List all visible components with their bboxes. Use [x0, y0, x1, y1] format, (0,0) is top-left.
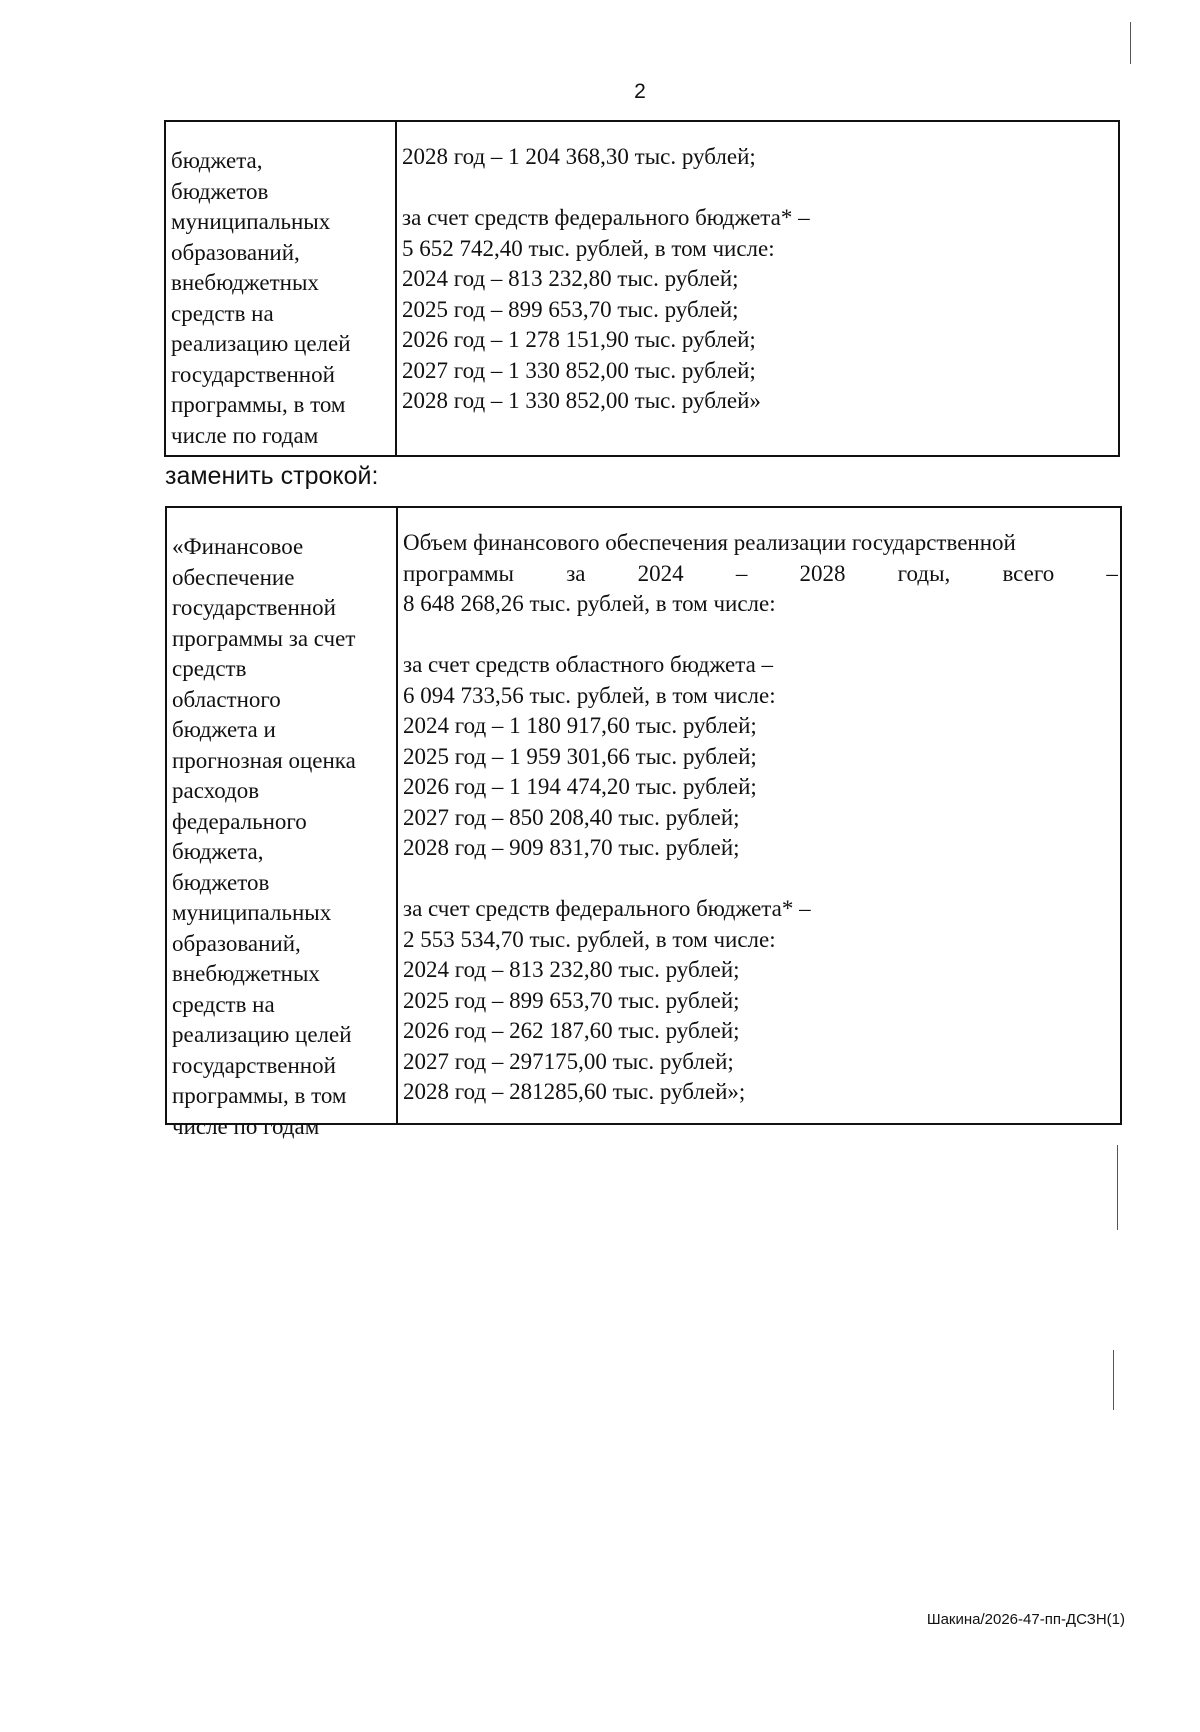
table-bottom-justified-line: [403, 559, 1120, 590]
table-bottom-value-line: 2026 год – 262 187,60 тыс. рублей;: [403, 1018, 740, 1043]
table-top-label-line: государственной: [171, 361, 335, 387]
table-top-label-line: средств на: [171, 300, 274, 326]
table-top-label-line: программы, в том: [171, 392, 346, 417]
justified-word: 2028: [799, 560, 846, 586]
table-top-label-line: числе по годам: [171, 422, 319, 448]
table-bottom-value-line: 2027 год – 850 208,40 тыс. рублей;: [403, 804, 740, 830]
table-top-value-cell: [397, 122, 1118, 455]
table-top-label-line: муниципальных: [171, 209, 331, 234]
table-bottom-label-line: бюджета и: [172, 717, 276, 742]
table-bottom-label-line: средств: [172, 656, 247, 681]
table-bottom-label-line: средств на: [172, 991, 275, 1017]
justified-word: –: [735, 560, 748, 586]
table-bottom-value-line: 2027 год – 297175,00 тыс. рублей;: [403, 1048, 734, 1074]
scan-artifact-line: [1113, 1350, 1114, 1410]
table-bottom-label-cell: [167, 508, 398, 1139]
table-top-value-line: 2027 год – 1 330 852,00 тыс. рублей;: [402, 357, 756, 383]
justified-word: 2024: [637, 560, 684, 586]
table-bottom-value-line: 2024 год – 813 232,80 тыс. рублей;: [403, 957, 740, 982]
table-bottom-label-line: «Финансовое: [172, 534, 304, 559]
replace-instruction: заменить строкой:: [165, 462, 379, 490]
table-bottom-blank-line: [403, 620, 1120, 651]
table-top-blank-line: [402, 173, 1118, 204]
table-top-value-line: 2026 год – 1 278 151,90 тыс. рублей;: [402, 327, 756, 352]
table-top-value-line: 2024 год – 813 232,80 тыс. рублей;: [402, 266, 739, 291]
scan-artifact-line: [1117, 1145, 1118, 1230]
table-bottom-label-line: бюджета,: [172, 839, 264, 864]
table-top-value-line: за счет средств федерального бюджета* –: [402, 205, 810, 230]
justified-word: за: [566, 560, 586, 586]
table-bottom-label-line: государственной: [172, 1052, 336, 1078]
table-top-label-line: бюджетов: [171, 178, 269, 204]
table-top-value-line: 2028 год – 1 204 368,30 тыс. рублей;: [402, 144, 756, 169]
table-bottom-value-line: за счет средств областного бюджета –: [403, 652, 774, 677]
table-bottom-value-line: 8 648 268,26 тыс. рублей, в том числе:: [403, 591, 776, 616]
table-bottom-value-line: 6 094 733,56 тыс. рублей, в том числе:: [403, 682, 776, 708]
table-top-value-line: 5 652 742,40 тыс. рублей, в том числе:: [402, 235, 775, 261]
table-bottom-label-line: расходов: [172, 778, 260, 803]
table-bottom-label-line: программы за счет: [172, 625, 356, 651]
table-bottom-heading-line: Объем финансового обеспечения реализации государственной: [403, 530, 1016, 555]
justified-word: программы: [403, 560, 515, 586]
budget-table-old-row: [164, 120, 1120, 457]
table-bottom-label-line: государственной: [172, 595, 336, 620]
table-bottom-label-line: обеспечение: [172, 564, 295, 590]
page-number: 2: [634, 80, 646, 103]
table-bottom-label-line: областного: [172, 686, 281, 712]
table-bottom-value-line: 2028 год – 909 831,70 тыс. рублей;: [403, 835, 740, 860]
document-code: Шакина/2026-47-пп-ДСЗН(1): [926, 1611, 1125, 1628]
table-bottom-value-line: 2024 год – 1 180 917,60 тыс. рублей;: [403, 713, 757, 738]
justified-word: годы,: [897, 560, 951, 586]
table-bottom-value-line: 2025 год – 1 959 301,66 тыс. рублей;: [403, 743, 757, 769]
table-top-label-line: бюджета,: [171, 148, 263, 173]
table-top-label-line: реализацию целей: [171, 331, 351, 356]
table-bottom-label-line: федерального: [172, 808, 307, 834]
budget-table-new-row: [165, 506, 1122, 1139]
table-bottom-label-line: прогнозная оценка: [172, 747, 356, 773]
table-bottom-label-line: внебюджетных: [172, 961, 320, 986]
table-bottom-label-line: реализацию целей: [172, 1022, 352, 1047]
table-top-value-line: 2025 год – 899 653,70 тыс. рублей;: [402, 296, 739, 322]
table-bottom-label-line: муниципальных: [172, 900, 332, 925]
table-bottom-value-line: 2026 год – 1 194 474,20 тыс. рублей;: [403, 774, 757, 799]
table-bottom-label-line: образований,: [172, 930, 301, 956]
table-bottom-blank-line: [403, 864, 1120, 895]
table-bottom-value-line: 2025 год – 899 653,70 тыс. рублей;: [403, 987, 740, 1013]
table-bottom-label-line: программы, в том: [172, 1083, 347, 1108]
table-bottom-value-line: 2 553 534,70 тыс. рублей, в том числе:: [403, 926, 776, 952]
table-top-label-cell: [166, 122, 397, 455]
scan-artifact-line: [1130, 22, 1131, 64]
table-top-value-line: 2028 год – 1 330 852,00 тыс. рублей»: [402, 388, 761, 413]
table-bottom-label-line: числе по годам: [172, 1113, 320, 1139]
justified-word: –: [1106, 560, 1118, 586]
table-top-label-line: внебюджетных: [171, 270, 319, 295]
table-bottom-value-line: 2028 год – 281285,60 тыс. рублей»;: [403, 1079, 746, 1104]
table-bottom-value-line: за счет средств федерального бюджета* –: [403, 896, 811, 921]
table-bottom-label-line: бюджетов: [172, 869, 270, 895]
table-top-label-line: образований,: [171, 239, 300, 265]
table-bottom-value-cell: [398, 508, 1120, 1123]
justified-word: всего: [1002, 560, 1055, 586]
